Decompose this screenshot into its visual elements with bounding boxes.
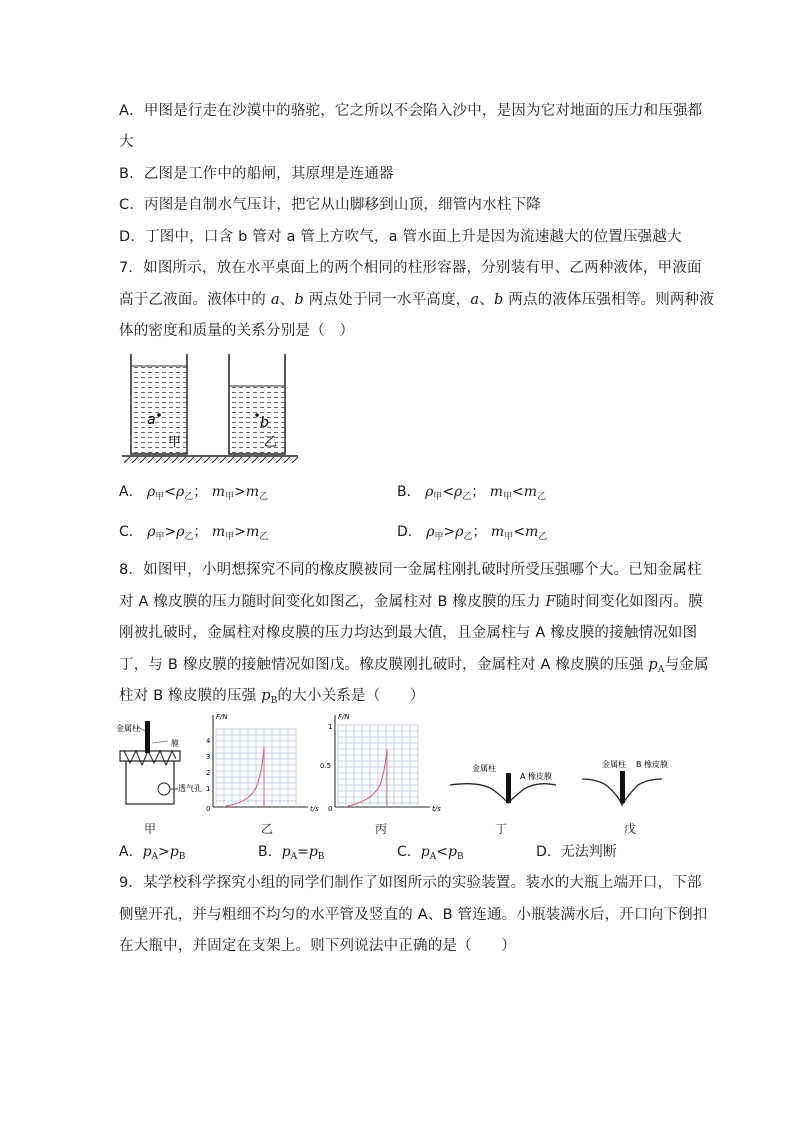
bing-tick-0.5: 0.5 (320, 762, 332, 770)
jia-label-column: 金属柱 (116, 724, 140, 733)
chart-yi (206, 713, 319, 813)
bing-tick-0: 0 (328, 805, 333, 813)
point-b-dot (255, 413, 259, 417)
q8-stem-line5: 柱对 B 橡皮膜的压强 $p_B$的大小关系是（ ） (119, 688, 425, 706)
q6-option-d: D．丁图中，口含 b 管对 a 管上方吹气，a 管水面上升是因为流速越大的位置压强越大 (119, 229, 682, 245)
wu-label-column: 金属柱 (602, 760, 626, 769)
q6-option-a-line1: A．甲图是行走在沙漠中的骆驼，它之所以不会陷入沙中，是因为它对地面的压力和压强都 (119, 103, 703, 119)
caption-yi: 乙 (261, 822, 274, 836)
fig-wu-membrane-b (582, 759, 668, 805)
fig-jia-apparatus (116, 721, 202, 804)
chart-bing (320, 713, 441, 813)
label-yi: 乙 (264, 435, 278, 450)
ding-label-membrane: A 橡皮膜 (520, 772, 553, 781)
q8-stem-line1: 8．如图甲，小明想探究不同的橡皮膜被同一金属柱刚扎破时所受压强哪个大。已知金属柱 (119, 562, 702, 578)
caption-ding: 丁 (495, 822, 508, 836)
fig-ding-membrane-a (450, 763, 556, 803)
yi-tick-2: 2 (206, 769, 211, 777)
caption-bing: 丙 (375, 822, 388, 836)
q8-option-d[interactable]: D．无法判断 (536, 844, 617, 860)
point-a-label: a (147, 412, 156, 428)
point-b-label: b (260, 415, 269, 431)
q7-option-a[interactable]: A． $\rho_甲<\rho_乙$； $m_甲>m_乙$ (119, 484, 269, 502)
bing-x-label: t/s (432, 805, 441, 813)
label-jia: 甲 (168, 435, 182, 450)
jia-label-vent: 透气孔 (178, 784, 202, 793)
q8-figures (110, 705, 690, 813)
jia-label-membrane: 膜 (171, 739, 179, 748)
q9-stem-line1: 9．某学校科学探究小组的同学们制作了如图所示的实验装置。装水的大瓶上端开口，下部 (119, 875, 702, 891)
yi-tick-1: 1 (206, 785, 211, 793)
yi-tick-0: 0 (206, 805, 211, 813)
yi-x-label: t/s (310, 805, 319, 813)
q7-containers-figure (120, 350, 300, 466)
q6-option-c: C．丙图是自制水气压计，把它从山脚移到山顶，细管内水柱下降 (119, 197, 541, 213)
q7-option-d[interactable]: D． $\rho_甲>\rho_乙$； $m_甲<m_乙$ (397, 524, 548, 542)
q7-option-c[interactable]: C． $\rho_甲>\rho_乙$； $m_甲>m_乙$ (119, 524, 269, 542)
q7-stem-line3: 体的密度和质量的关系分别是（ ） (119, 323, 355, 339)
yi-tick-4: 4 (206, 737, 211, 745)
bing-tick-1: 1 (328, 723, 333, 731)
q7-option-b[interactable]: B． $\rho_甲<\rho_乙$； $m_甲<m_乙$ (397, 484, 547, 502)
yi-tick-3: 3 (206, 753, 211, 761)
wu-label-membrane: B 橡皮膜 (636, 760, 669, 769)
table-surface (122, 456, 298, 463)
bing-y-label: F/N (338, 713, 350, 721)
q8-stem-line3: 刚被扎破时，金属柱对橡皮膜的压力均达到最大值，且金属柱与 A 橡皮膜的接触情况如图 (119, 625, 698, 641)
ding-label-column: 金属柱 (472, 764, 496, 773)
q9-stem-line3: 在大瓶中，并固定在支架上。则下列说法中正确的是（ ） (119, 938, 516, 954)
q8-option-c[interactable]: C．$p_A<p_B$ (397, 844, 464, 862)
caption-jia: 甲 (144, 822, 157, 836)
caption-wu: 戊 (624, 822, 637, 836)
q7-stem-line2: 高于乙液面。液体中的 a、b 两点处于同一水平高度，a、b 两点的液体压强相等。则两种液 (119, 292, 715, 308)
q6-option-b: B．乙图是工作中的船闸，其原理是连通器 (119, 166, 394, 182)
point-a-dot (157, 413, 161, 417)
q8-option-a[interactable]: A．$p_A>p_B$ (119, 844, 186, 862)
yi-y-label: F/N (216, 713, 228, 721)
q8-option-b[interactable]: B．$p_A=p_B$ (258, 844, 325, 862)
q7-stem-line1: 7．如图所示，放在水平桌面上的两个相同的柱形容器，分别装有甲、乙两种液体，甲液面 (119, 260, 702, 276)
q8-stem-line4: 丁，与 B 橡皮膜的接触情况如图戊。橡皮膜刚扎破时，金属柱对 A 橡皮膜的压强 $p_A$与金属 (119, 657, 709, 675)
q6-option-a-line2: 大 (119, 134, 134, 150)
q9-stem-line2: 侧壁开孔，并与粗细不均匀的水平管及竖直的 A、B 管连通。小瓶装满水后，开口向下倒扣 (119, 907, 708, 923)
q8-stem-line2: 对 A 橡皮膜的压力随时间变化如图乙，金属柱对 B 橡皮膜的压力 F随时间变化如图丙。膜 (119, 594, 703, 610)
